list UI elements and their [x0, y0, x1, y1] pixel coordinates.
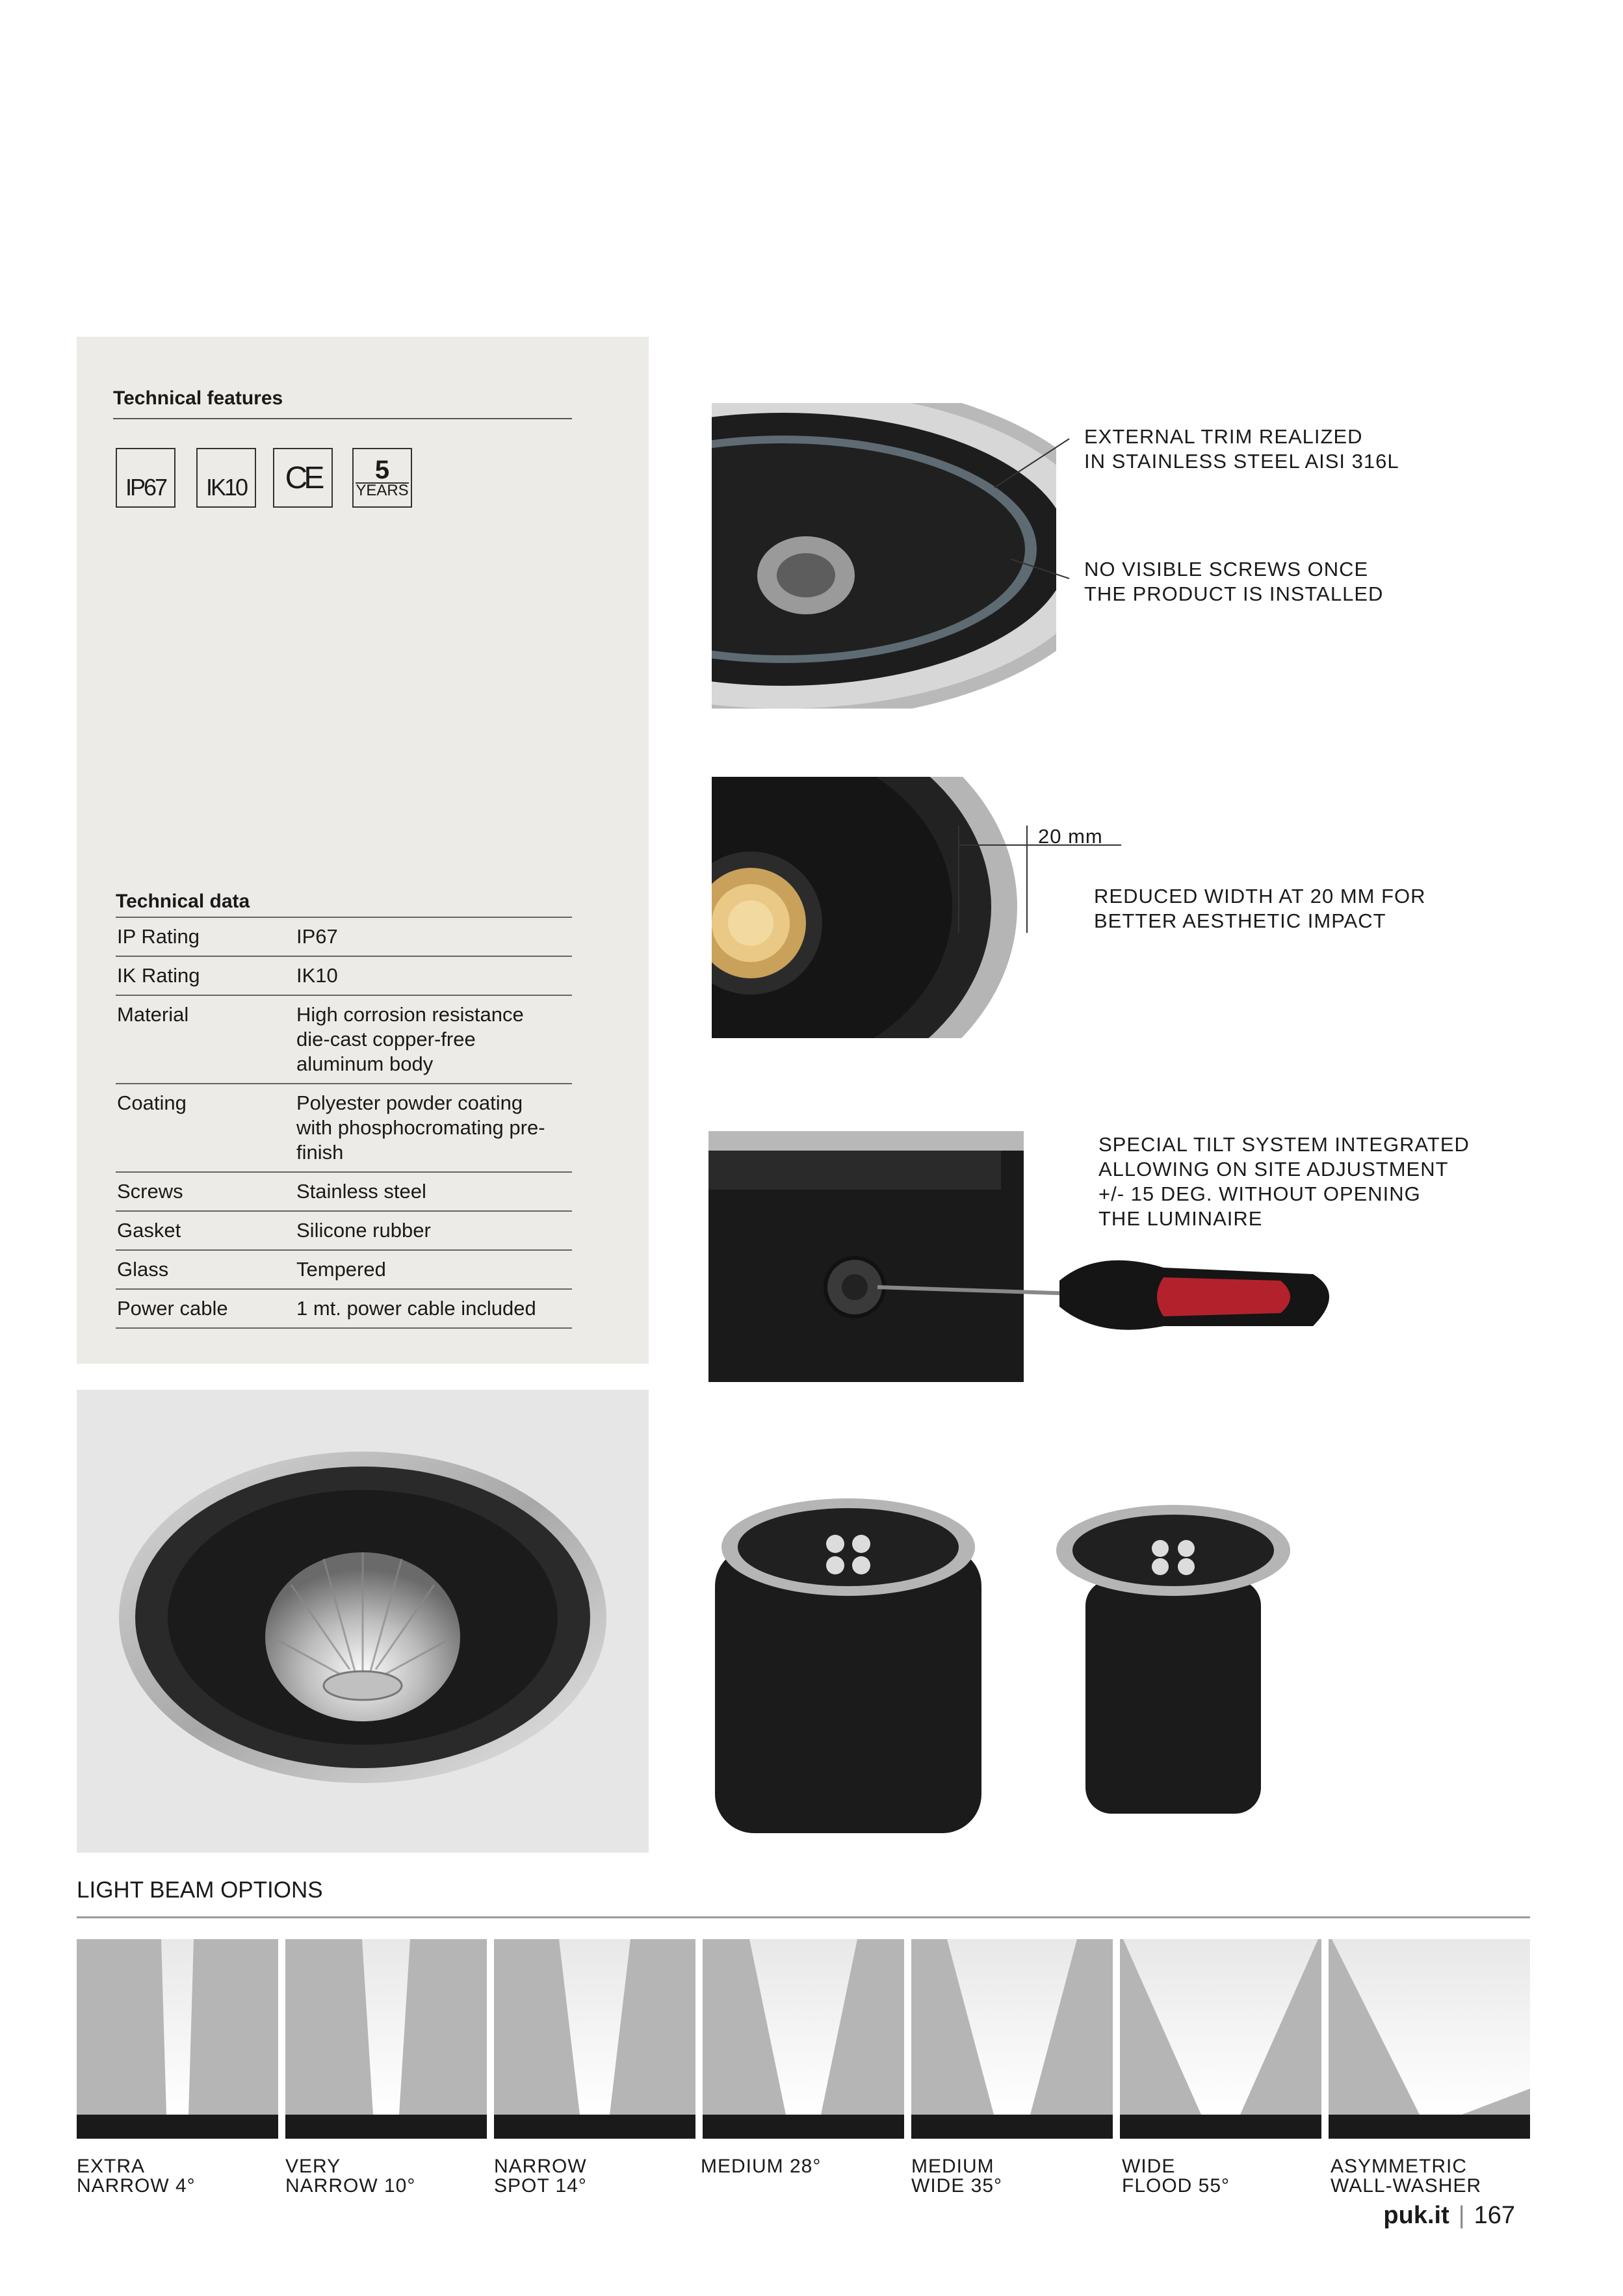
- beam-label-line: NARROW: [494, 2156, 587, 2177]
- brand-link[interactable]: puk.it: [1383, 2202, 1449, 2229]
- callout-line: EXTERNAL TRIM REALIZED: [1084, 425, 1363, 448]
- beam-label: [494, 2157, 587, 2196]
- warranty-unit: YEARS: [356, 482, 409, 499]
- technical-features-title: Technical features: [113, 387, 283, 409]
- ip67-label: IP67: [125, 474, 166, 501]
- table-row: [116, 1250, 572, 1289]
- beam-label-line: SPOT 14°: [494, 2175, 587, 2197]
- beam-label: [77, 2157, 196, 2196]
- table-row: [116, 956, 572, 995]
- table-row: [116, 1289, 572, 1328]
- beam-label-line: NARROW 4°: [77, 2175, 196, 2197]
- row-key: Gasket: [116, 1211, 295, 1250]
- callout-line: SPECIAL TILT SYSTEM INTEGRATED: [1098, 1133, 1470, 1156]
- row-value: Stainless steel: [295, 1172, 572, 1211]
- beam-narrow-spot-14-icon: [494, 1939, 695, 2139]
- beam-extra-narrow-4-icon: [77, 1939, 278, 2139]
- beam-label-line: FLOOD 55°: [1122, 2175, 1230, 2197]
- table-row: [116, 1211, 572, 1250]
- row-value: IP67: [295, 917, 572, 956]
- row-value: 1 mt. power cable included: [295, 1289, 572, 1328]
- beam-wide-flood-55-icon: [1120, 1939, 1321, 2139]
- callout-line: REDUCED WIDTH AT 20 MM FOR: [1094, 885, 1426, 907]
- row-value: Polyester powder coating with phosphocromating pre-finish: [295, 1084, 572, 1172]
- page-number: 167: [1474, 2202, 1515, 2229]
- beam-label-line: WIDE: [1122, 2156, 1176, 2177]
- ik10-label: IK10: [205, 474, 247, 501]
- callout-line: THE LUMINAIRE: [1098, 1207, 1263, 1230]
- row-key: Power cable: [116, 1289, 295, 1328]
- beam-label: [701, 2157, 821, 2176]
- beam-label: [1122, 2157, 1230, 2196]
- beam-label-line: MEDIUM: [911, 2156, 994, 2177]
- table-row: [116, 1084, 572, 1172]
- callout-line: IN STAINLESS STEEL AISI 316L: [1084, 450, 1399, 473]
- dimension-label: 20 mm: [1038, 825, 1103, 848]
- row-key: Glass: [116, 1250, 295, 1289]
- row-value: Silicone rubber: [295, 1211, 572, 1250]
- width-callout: [1094, 884, 1426, 933]
- light-beam-options-title: LIGHT BEAM OPTIONS: [77, 1877, 323, 1903]
- beam-label-line: WALL-WASHER: [1331, 2175, 1482, 2197]
- row-value: Tempered: [295, 1250, 572, 1289]
- page-footer: [1383, 2202, 1515, 2230]
- beam-medium-wide-35-icon: [911, 1939, 1113, 2139]
- row-value: High corrosion resistance die-cast copper-free aluminum body: [295, 995, 572, 1084]
- table-row: [116, 995, 572, 1084]
- row-key: Coating: [116, 1084, 295, 1172]
- row-key: IP Rating: [116, 917, 295, 956]
- beam-label-line: MEDIUM 28°: [701, 2156, 822, 2177]
- beam-label: [285, 2157, 415, 2196]
- fixtures-pair-photo: [708, 1463, 1326, 1872]
- warranty-icon: [352, 448, 412, 508]
- row-value: IK10: [295, 956, 572, 995]
- beam-label: [911, 2157, 1002, 2196]
- technical-data-table: [116, 917, 572, 1329]
- row-key: IK Rating: [116, 956, 295, 995]
- table-row: [116, 1172, 572, 1211]
- row-key: Screws: [116, 1172, 295, 1211]
- ik10-icon: [196, 448, 256, 508]
- beam-medium-28-icon: [703, 1939, 904, 2139]
- callout-line: NO VISIBLE SCREWS ONCE: [1084, 558, 1369, 581]
- footer-separator: |: [1458, 2202, 1465, 2229]
- screws-callout: [1084, 557, 1383, 607]
- callout-line: ALLOWING ON SITE ADJUSTMENT: [1098, 1158, 1449, 1181]
- beam-label-line: ASYMMETRIC: [1331, 2156, 1468, 2177]
- warranty-number: 5: [374, 456, 390, 484]
- callout-leader-lines: [988, 423, 1079, 585]
- beam-very-narrow-10-icon: [285, 1939, 487, 2139]
- ce-label: CE: [285, 460, 321, 495]
- divider: [113, 418, 572, 419]
- ce-mark-icon: [273, 448, 333, 508]
- tilt-callout: [1098, 1132, 1470, 1231]
- beam-asymmetric-wall-washer-icon: [1329, 1939, 1530, 2139]
- recessed-light-photo: [77, 1390, 649, 1853]
- beam-label-line: WIDE 35°: [911, 2175, 1003, 2197]
- table-row: [116, 917, 572, 956]
- beam-label-line: EXTRA: [77, 2156, 146, 2177]
- trim-callout: [1084, 424, 1399, 474]
- beam-label: [1331, 2157, 1481, 2196]
- beam-label-line: VERY: [285, 2156, 341, 2177]
- divider: [77, 1916, 1530, 1918]
- beam-label-line: NARROW 10°: [285, 2175, 416, 2197]
- callout-line: BETTER AESTHETIC IMPACT: [1094, 909, 1386, 932]
- ip67-icon: [116, 448, 175, 508]
- technical-data-title: Technical data: [116, 891, 250, 912]
- callout-line: +/- 15 DEG. WITHOUT OPENING: [1098, 1182, 1421, 1205]
- callout-line: THE PRODUCT IS INSTALLED: [1084, 582, 1384, 605]
- row-key: Material: [116, 995, 295, 1084]
